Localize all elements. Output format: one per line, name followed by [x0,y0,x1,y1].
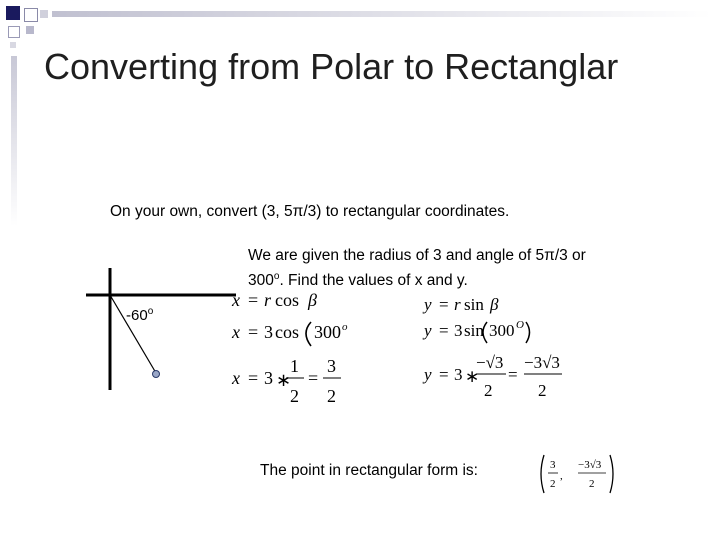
point-marker [153,371,160,378]
angle-degree-symbol: o [147,306,154,317]
svg-text:r: r [454,295,461,314]
angle-label-value: -60 [126,307,148,324]
svg-text:sin: sin [464,321,484,340]
svg-text:=: = [248,290,259,310]
svg-text:x: x [232,290,240,310]
given-line-2: . Find the values of x and y. [279,272,468,289]
svg-text:=: = [439,365,449,384]
x-equation-line-3 [231,356,341,406]
svg-text:=: = [248,368,259,388]
svg-text:3: 3 [264,368,273,388]
y-equations [420,290,600,410]
svg-text:y: y [424,321,432,340]
slide-title: Converting from Polar to Rectanglar [44,46,619,87]
svg-text:x: x [232,368,240,388]
answer-x-numerator: 3 [550,459,556,471]
svg-text:300: 300 [314,322,341,342]
svg-text:o: o [342,321,348,333]
problem-statement: On your own, convert (3, 5π/3) to rectangular coordinates. [110,203,510,220]
left-paren-icon [541,455,544,493]
answer-y-denominator: 2 [589,478,595,490]
svg-text:2: 2 [327,386,336,406]
x-equation-line-1 [231,290,317,310]
svg-text:2: 2 [290,386,299,406]
answer-x-denominator: 2 [550,478,556,490]
angle-diagram [86,268,236,398]
svg-text:cos: cos [275,290,299,310]
y-equation-line-1 [422,295,499,314]
y-equation-line-3 [422,353,562,400]
given-angle-value: 300 [248,272,274,289]
svg-text:O: O [516,319,524,331]
svg-text:y: y [424,295,432,314]
x-equations [228,286,408,410]
svg-text:3: 3 [327,356,336,376]
svg-text:2: 2 [538,381,547,400]
svg-text:x: x [232,322,240,342]
given-line-1: We are given the radius of 3 and angle of 5π/3 or [248,247,586,264]
answer-comma: , [560,470,563,482]
svg-text:cos: cos [275,322,299,342]
svg-text:3: 3 [264,322,273,342]
svg-text:−3√3: −3√3 [524,353,560,372]
svg-text:3: 3 [454,321,463,340]
y-equation-line-2 [422,319,530,343]
svg-text:r: r [264,290,272,310]
right-paren-icon [610,455,613,493]
svg-text:∗: ∗ [276,370,292,390]
svg-text:2: 2 [484,381,493,400]
svg-text:=: = [308,368,319,388]
svg-text:=: = [439,295,449,314]
svg-text:300: 300 [489,321,515,340]
svg-text:∗: ∗ [465,367,480,386]
svg-text:=: = [508,365,518,384]
answer-point [536,452,620,496]
svg-text:3: 3 [454,365,463,384]
svg-text:sin: sin [464,295,484,314]
svg-text:β: β [308,290,317,310]
given-statement [248,245,668,291]
svg-text:=: = [248,322,259,342]
x-equation-line-2 [231,321,348,346]
angle-label [126,306,153,324]
conclusion-text: The point in rectangular form is: [260,462,478,479]
answer-y-numerator: −3√3 [578,459,602,471]
svg-text:1: 1 [290,356,299,376]
svg-text:β: β [490,295,499,314]
svg-text:y: y [424,365,432,384]
svg-text:−√3: −√3 [476,353,504,372]
svg-text:=: = [439,321,449,340]
degree-symbol: o [273,271,280,282]
